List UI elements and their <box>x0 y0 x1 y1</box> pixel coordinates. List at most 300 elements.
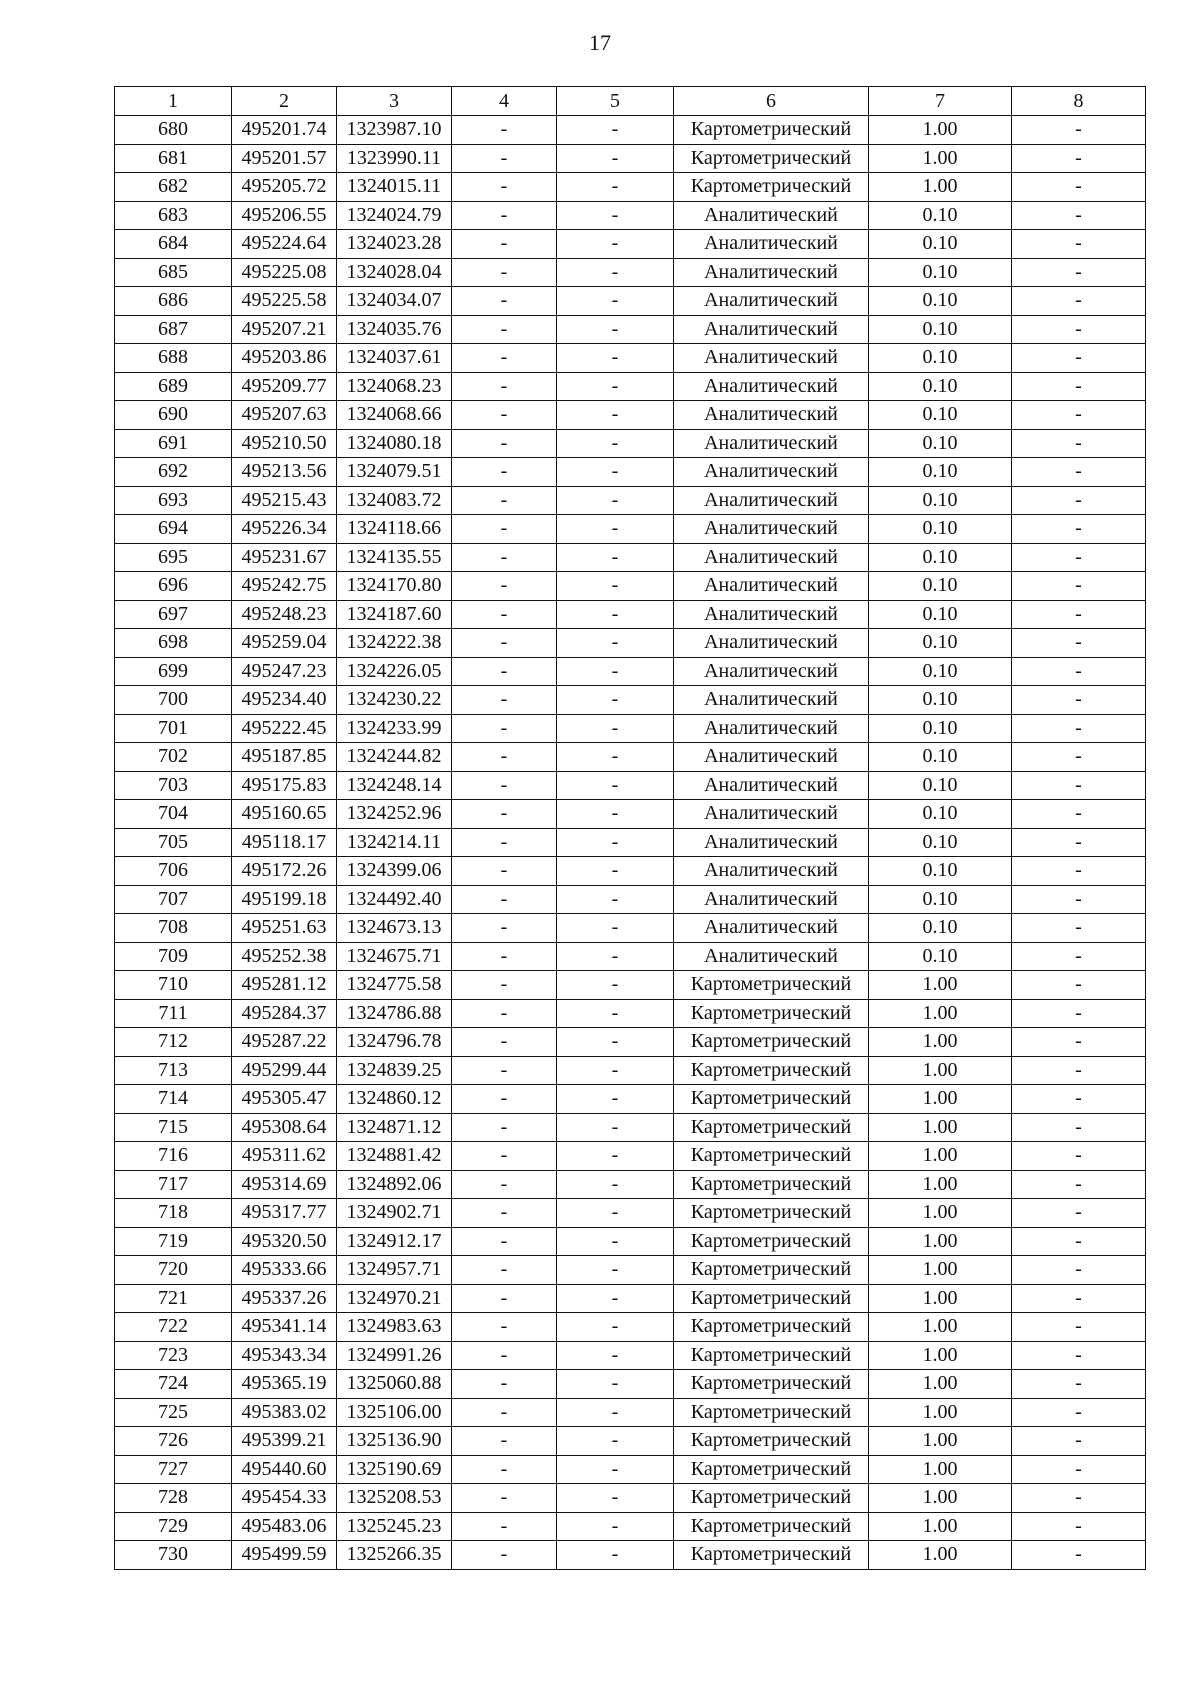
col5-cell: - <box>557 230 674 259</box>
method-cell: Картометрический <box>674 173 869 202</box>
point-number-cell: 694 <box>115 515 232 544</box>
accuracy-cell: 1.00 <box>869 1227 1012 1256</box>
column-header: 1 <box>115 87 232 116</box>
point-number-cell: 710 <box>115 971 232 1000</box>
method-cell: Картометрический <box>674 1056 869 1085</box>
point-number-cell: 709 <box>115 942 232 971</box>
col4-cell: - <box>452 486 557 515</box>
y-coordinate-cell: 1324796.78 <box>337 1028 452 1057</box>
page-number: 17 <box>589 30 611 55</box>
x-coordinate-cell: 495299.44 <box>232 1056 337 1085</box>
col4-cell: - <box>452 885 557 914</box>
accuracy-cell: 0.10 <box>869 743 1012 772</box>
method-cell: Картометрический <box>674 999 869 1028</box>
y-coordinate-cell: 1324230.22 <box>337 686 452 715</box>
accuracy-cell: 1.00 <box>869 1370 1012 1399</box>
col4-cell: - <box>452 1427 557 1456</box>
accuracy-cell: 1.00 <box>869 1455 1012 1484</box>
col8-cell: - <box>1012 486 1146 515</box>
table-row <box>115 458 1146 487</box>
column-header: 8 <box>1012 87 1146 116</box>
method-cell: Аналитический <box>674 800 869 829</box>
col5-cell: - <box>557 857 674 886</box>
col4-cell: - <box>452 971 557 1000</box>
accuracy-cell: 1.00 <box>869 1284 1012 1313</box>
point-number-cell: 699 <box>115 657 232 686</box>
y-coordinate-cell: 1324673.13 <box>337 914 452 943</box>
col8-cell: - <box>1012 515 1146 544</box>
col8-cell: - <box>1012 1199 1146 1228</box>
col4-cell: - <box>452 543 557 572</box>
table-row <box>115 543 1146 572</box>
point-number-cell: 686 <box>115 287 232 316</box>
point-number-cell: 719 <box>115 1227 232 1256</box>
table-row <box>115 258 1146 287</box>
accuracy-cell: 0.10 <box>869 657 1012 686</box>
col5-cell: - <box>557 686 674 715</box>
point-number-cell: 687 <box>115 315 232 344</box>
method-cell: Картометрический <box>674 1541 869 1570</box>
table-row <box>115 999 1146 1028</box>
table-row <box>115 1284 1146 1313</box>
x-coordinate-cell: 495383.02 <box>232 1398 337 1427</box>
col5-cell: - <box>557 429 674 458</box>
table-row <box>115 885 1146 914</box>
accuracy-cell: 0.10 <box>869 201 1012 230</box>
col8-cell: - <box>1012 1313 1146 1342</box>
y-coordinate-cell: 1325266.35 <box>337 1541 452 1570</box>
point-number-cell: 695 <box>115 543 232 572</box>
accuracy-cell: 0.10 <box>869 857 1012 886</box>
table-row <box>115 315 1146 344</box>
point-number-cell: 696 <box>115 572 232 601</box>
accuracy-cell: 1.00 <box>869 1199 1012 1228</box>
accuracy-cell: 1.00 <box>869 1341 1012 1370</box>
col4-cell: - <box>452 572 557 601</box>
col5-cell: - <box>557 372 674 401</box>
method-cell: Аналитический <box>674 914 869 943</box>
point-number-cell: 730 <box>115 1541 232 1570</box>
method-cell: Картометрический <box>674 1398 869 1427</box>
y-coordinate-cell: 1324226.05 <box>337 657 452 686</box>
y-coordinate-cell: 1324083.72 <box>337 486 452 515</box>
col5-cell: - <box>557 1227 674 1256</box>
x-coordinate-cell: 495207.63 <box>232 401 337 430</box>
col4-cell: - <box>452 657 557 686</box>
accuracy-cell: 1.00 <box>869 1313 1012 1342</box>
column-header: 3 <box>337 87 452 116</box>
col4-cell: - <box>452 1142 557 1171</box>
method-cell: Картометрический <box>674 116 869 145</box>
y-coordinate-cell: 1324991.26 <box>337 1341 452 1370</box>
y-coordinate-cell: 1324187.60 <box>337 600 452 629</box>
col8-cell: - <box>1012 885 1146 914</box>
point-number-cell: 722 <box>115 1313 232 1342</box>
col8-cell: - <box>1012 600 1146 629</box>
col5-cell: - <box>557 714 674 743</box>
table-row <box>115 1455 1146 1484</box>
point-number-cell: 718 <box>115 1199 232 1228</box>
col8-cell: - <box>1012 372 1146 401</box>
col8-cell: - <box>1012 1056 1146 1085</box>
method-cell: Картометрический <box>674 1199 869 1228</box>
col5-cell: - <box>557 1170 674 1199</box>
y-coordinate-cell: 1324244.82 <box>337 743 452 772</box>
col8-cell: - <box>1012 1256 1146 1285</box>
col5-cell: - <box>557 515 674 544</box>
y-coordinate-cell: 1324233.99 <box>337 714 452 743</box>
point-number-cell: 723 <box>115 1341 232 1370</box>
column-header: 2 <box>232 87 337 116</box>
y-coordinate-cell: 1324035.76 <box>337 315 452 344</box>
col8-cell: - <box>1012 1227 1146 1256</box>
col8-cell: - <box>1012 230 1146 259</box>
col8-cell: - <box>1012 1427 1146 1456</box>
y-coordinate-cell: 1324912.17 <box>337 1227 452 1256</box>
x-coordinate-cell: 495213.56 <box>232 458 337 487</box>
col4-cell: - <box>452 629 557 658</box>
y-coordinate-cell: 1324028.04 <box>337 258 452 287</box>
method-cell: Аналитический <box>674 344 869 373</box>
method-cell: Картометрический <box>674 1370 869 1399</box>
col5-cell: - <box>557 287 674 316</box>
table-row <box>115 971 1146 1000</box>
accuracy-cell: 1.00 <box>869 1056 1012 1085</box>
y-coordinate-cell: 1324871.12 <box>337 1113 452 1142</box>
col8-cell: - <box>1012 942 1146 971</box>
table-body <box>115 116 1146 1570</box>
point-number-cell: 706 <box>115 857 232 886</box>
col5-cell: - <box>557 1512 674 1541</box>
x-coordinate-cell: 495226.34 <box>232 515 337 544</box>
col8-cell: - <box>1012 1398 1146 1427</box>
col4-cell: - <box>452 1227 557 1256</box>
point-number-cell: 700 <box>115 686 232 715</box>
table-row <box>115 1541 1146 1570</box>
y-coordinate-cell: 1324839.25 <box>337 1056 452 1085</box>
table-row <box>115 1370 1146 1399</box>
col5-cell: - <box>557 1370 674 1399</box>
accuracy-cell: 0.10 <box>869 600 1012 629</box>
x-coordinate-cell: 495207.21 <box>232 315 337 344</box>
accuracy-cell: 0.10 <box>869 629 1012 658</box>
col8-cell: - <box>1012 857 1146 886</box>
accuracy-cell: 1.00 <box>869 1484 1012 1513</box>
col5-cell: - <box>557 258 674 287</box>
table-row <box>115 572 1146 601</box>
x-coordinate-cell: 495201.57 <box>232 144 337 173</box>
accuracy-cell: 1.00 <box>869 173 1012 202</box>
method-cell: Аналитический <box>674 458 869 487</box>
accuracy-cell: 0.10 <box>869 429 1012 458</box>
point-number-cell: 683 <box>115 201 232 230</box>
accuracy-cell: 1.00 <box>869 116 1012 145</box>
col8-cell: - <box>1012 315 1146 344</box>
col8-cell: - <box>1012 1028 1146 1057</box>
accuracy-cell: 0.10 <box>869 572 1012 601</box>
table-row <box>115 116 1146 145</box>
point-number-cell: 698 <box>115 629 232 658</box>
point-number-cell: 692 <box>115 458 232 487</box>
accuracy-cell: 0.10 <box>869 771 1012 800</box>
col5-cell: - <box>557 1199 674 1228</box>
y-coordinate-cell: 1324492.40 <box>337 885 452 914</box>
accuracy-cell: 0.10 <box>869 515 1012 544</box>
point-number-cell: 697 <box>115 600 232 629</box>
x-coordinate-cell: 495203.86 <box>232 344 337 373</box>
accuracy-cell: 0.10 <box>869 828 1012 857</box>
col5-cell: - <box>557 144 674 173</box>
col5-cell: - <box>557 828 674 857</box>
point-number-cell: 682 <box>115 173 232 202</box>
x-coordinate-cell: 495251.63 <box>232 914 337 943</box>
col4-cell: - <box>452 1541 557 1570</box>
col4-cell: - <box>452 1512 557 1541</box>
x-coordinate-cell: 495454.33 <box>232 1484 337 1513</box>
col8-cell: - <box>1012 401 1146 430</box>
col5-cell: - <box>557 743 674 772</box>
y-coordinate-cell: 1324023.28 <box>337 230 452 259</box>
x-coordinate-cell: 495209.77 <box>232 372 337 401</box>
point-number-cell: 684 <box>115 230 232 259</box>
y-coordinate-cell: 1324170.80 <box>337 572 452 601</box>
col5-cell: - <box>557 914 674 943</box>
col5-cell: - <box>557 1142 674 1171</box>
accuracy-cell: 0.10 <box>869 258 1012 287</box>
col8-cell: - <box>1012 572 1146 601</box>
col5-cell: - <box>557 971 674 1000</box>
col8-cell: - <box>1012 1113 1146 1142</box>
col8-cell: - <box>1012 1455 1146 1484</box>
y-coordinate-cell: 1324118.66 <box>337 515 452 544</box>
col4-cell: - <box>452 344 557 373</box>
x-coordinate-cell: 495205.72 <box>232 173 337 202</box>
point-number-cell: 717 <box>115 1170 232 1199</box>
method-cell: Аналитический <box>674 885 869 914</box>
y-coordinate-cell: 1324902.71 <box>337 1199 452 1228</box>
col4-cell: - <box>452 771 557 800</box>
col5-cell: - <box>557 1085 674 1114</box>
table-row <box>115 771 1146 800</box>
y-coordinate-cell: 1324024.79 <box>337 201 452 230</box>
y-coordinate-cell: 1324079.51 <box>337 458 452 487</box>
col5-cell: - <box>557 1056 674 1085</box>
col8-cell: - <box>1012 629 1146 658</box>
point-number-cell: 701 <box>115 714 232 743</box>
point-number-cell: 715 <box>115 1113 232 1142</box>
col4-cell: - <box>452 144 557 173</box>
col4-cell: - <box>452 258 557 287</box>
accuracy-cell: 1.00 <box>869 1085 1012 1114</box>
accuracy-cell: 0.10 <box>869 543 1012 572</box>
method-cell: Аналитический <box>674 572 869 601</box>
y-coordinate-cell: 1324080.18 <box>337 429 452 458</box>
col8-cell: - <box>1012 800 1146 829</box>
x-coordinate-cell: 495337.26 <box>232 1284 337 1313</box>
accuracy-cell: 0.10 <box>869 486 1012 515</box>
y-coordinate-cell: 1324248.14 <box>337 771 452 800</box>
method-cell: Аналитический <box>674 714 869 743</box>
accuracy-cell: 0.10 <box>869 942 1012 971</box>
accuracy-cell: 0.10 <box>869 714 1012 743</box>
x-coordinate-cell: 495252.38 <box>232 942 337 971</box>
col8-cell: - <box>1012 1541 1146 1570</box>
y-coordinate-cell: 1324983.63 <box>337 1313 452 1342</box>
table-row <box>115 201 1146 230</box>
accuracy-cell: 0.10 <box>869 800 1012 829</box>
x-coordinate-cell: 495281.12 <box>232 971 337 1000</box>
accuracy-cell: 1.00 <box>869 1512 1012 1541</box>
col4-cell: - <box>452 1341 557 1370</box>
point-number-cell: 729 <box>115 1512 232 1541</box>
accuracy-cell: 1.00 <box>869 1028 1012 1057</box>
method-cell: Аналитический <box>674 771 869 800</box>
accuracy-cell: 1.00 <box>869 1541 1012 1570</box>
col8-cell: - <box>1012 144 1146 173</box>
col4-cell: - <box>452 800 557 829</box>
y-coordinate-cell: 1324675.71 <box>337 942 452 971</box>
x-coordinate-cell: 495187.85 <box>232 743 337 772</box>
accuracy-cell: 1.00 <box>869 1398 1012 1427</box>
y-coordinate-cell: 1325106.00 <box>337 1398 452 1427</box>
point-number-cell: 693 <box>115 486 232 515</box>
point-number-cell: 716 <box>115 1142 232 1171</box>
method-cell: Аналитический <box>674 258 869 287</box>
table-row <box>115 1085 1146 1114</box>
x-coordinate-cell: 495247.23 <box>232 657 337 686</box>
method-cell: Картометрический <box>674 1170 869 1199</box>
method-cell: Картометрический <box>674 1512 869 1541</box>
x-coordinate-cell: 495308.64 <box>232 1113 337 1142</box>
accuracy-cell: 0.10 <box>869 458 1012 487</box>
col4-cell: - <box>452 686 557 715</box>
y-coordinate-cell: 1324786.88 <box>337 999 452 1028</box>
col4-cell: - <box>452 1256 557 1285</box>
table-row <box>115 429 1146 458</box>
table-row <box>115 743 1146 772</box>
x-coordinate-cell: 495317.77 <box>232 1199 337 1228</box>
col4-cell: - <box>452 287 557 316</box>
col8-cell: - <box>1012 258 1146 287</box>
accuracy-cell: 0.10 <box>869 315 1012 344</box>
col4-cell: - <box>452 1370 557 1399</box>
col8-cell: - <box>1012 1142 1146 1171</box>
col4-cell: - <box>452 857 557 886</box>
method-cell: Картометрический <box>674 1142 869 1171</box>
y-coordinate-cell: 1324135.55 <box>337 543 452 572</box>
point-number-cell: 720 <box>115 1256 232 1285</box>
table-row <box>115 230 1146 259</box>
method-cell: Аналитический <box>674 315 869 344</box>
col4-cell: - <box>452 315 557 344</box>
col4-cell: - <box>452 1455 557 1484</box>
col8-cell: - <box>1012 1512 1146 1541</box>
y-coordinate-cell: 1324399.06 <box>337 857 452 886</box>
col8-cell: - <box>1012 543 1146 572</box>
accuracy-cell: 1.00 <box>869 144 1012 173</box>
x-coordinate-cell: 495231.67 <box>232 543 337 572</box>
x-coordinate-cell: 495305.47 <box>232 1085 337 1114</box>
col4-cell: - <box>452 1284 557 1313</box>
x-coordinate-cell: 495225.08 <box>232 258 337 287</box>
col4-cell: - <box>452 1170 557 1199</box>
point-number-cell: 726 <box>115 1427 232 1456</box>
x-coordinate-cell: 495311.62 <box>232 1142 337 1171</box>
col4-cell: - <box>452 116 557 145</box>
col8-cell: - <box>1012 1370 1146 1399</box>
x-coordinate-cell: 495287.22 <box>232 1028 337 1057</box>
x-coordinate-cell: 495259.04 <box>232 629 337 658</box>
method-cell: Картометрический <box>674 1284 869 1313</box>
col5-cell: - <box>557 116 674 145</box>
column-header: 7 <box>869 87 1012 116</box>
y-coordinate-cell: 1323987.10 <box>337 116 452 145</box>
table-row <box>115 173 1146 202</box>
x-coordinate-cell: 495320.50 <box>232 1227 337 1256</box>
table-row <box>115 1113 1146 1142</box>
x-coordinate-cell: 495225.58 <box>232 287 337 316</box>
method-cell: Картометрический <box>674 1113 869 1142</box>
accuracy-cell: 1.00 <box>869 1170 1012 1199</box>
x-coordinate-cell: 495222.45 <box>232 714 337 743</box>
point-number-cell: 712 <box>115 1028 232 1057</box>
col4-cell: - <box>452 1484 557 1513</box>
x-coordinate-cell: 495242.75 <box>232 572 337 601</box>
col5-cell: - <box>557 629 674 658</box>
table-row <box>115 1341 1146 1370</box>
method-cell: Картометрический <box>674 144 869 173</box>
table-row <box>115 1028 1146 1057</box>
y-coordinate-cell: 1325208.53 <box>337 1484 452 1513</box>
point-number-cell: 725 <box>115 1398 232 1427</box>
col5-cell: - <box>557 942 674 971</box>
method-cell: Аналитический <box>674 686 869 715</box>
col4-cell: - <box>452 1085 557 1114</box>
table-row <box>115 287 1146 316</box>
y-coordinate-cell: 1324034.07 <box>337 287 452 316</box>
col5-cell: - <box>557 800 674 829</box>
method-cell: Аналитический <box>674 372 869 401</box>
col4-cell: - <box>452 173 557 202</box>
table-row <box>115 1199 1146 1228</box>
method-cell: Аналитический <box>674 657 869 686</box>
col8-cell: - <box>1012 714 1146 743</box>
col4-cell: - <box>452 942 557 971</box>
x-coordinate-cell: 495224.64 <box>232 230 337 259</box>
y-coordinate-cell: 1324892.06 <box>337 1170 452 1199</box>
col8-cell: - <box>1012 999 1146 1028</box>
col5-cell: - <box>557 600 674 629</box>
col4-cell: - <box>452 914 557 943</box>
x-coordinate-cell: 495160.65 <box>232 800 337 829</box>
y-coordinate-cell: 1323990.11 <box>337 144 452 173</box>
col5-cell: - <box>557 771 674 800</box>
x-coordinate-cell: 495314.69 <box>232 1170 337 1199</box>
col4-cell: - <box>452 714 557 743</box>
point-number-cell: 714 <box>115 1085 232 1114</box>
x-coordinate-cell: 495440.60 <box>232 1455 337 1484</box>
point-number-cell: 711 <box>115 999 232 1028</box>
method-cell: Картометрический <box>674 1427 869 1456</box>
accuracy-cell: 0.10 <box>869 372 1012 401</box>
y-coordinate-cell: 1324252.96 <box>337 800 452 829</box>
col8-cell: - <box>1012 173 1146 202</box>
coordinates-table <box>114 86 1146 1570</box>
accuracy-cell: 0.10 <box>869 686 1012 715</box>
col5-cell: - <box>557 1427 674 1456</box>
col5-cell: - <box>557 1341 674 1370</box>
table-row <box>115 1170 1146 1199</box>
